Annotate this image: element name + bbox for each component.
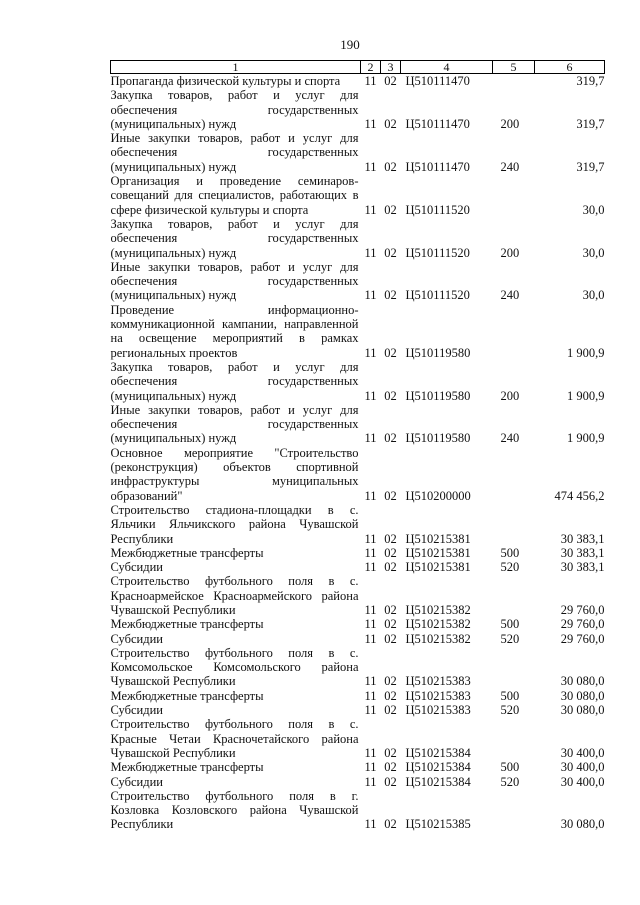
row-subsection: 02: [384, 602, 397, 617]
row-section: 11: [364, 688, 377, 703]
row-target-code: Ц510215384: [405, 760, 471, 775]
row-name: Субсидии: [110, 703, 163, 718]
row-amount: 30 080,0: [560, 674, 605, 689]
row-expense-type: 240: [500, 431, 520, 446]
row-subsection: 02: [384, 617, 397, 632]
row-expense-type: [493, 74, 535, 89]
row-name: Пропаганда физической культуры и спорта: [110, 74, 341, 88]
table-row: [111, 789, 605, 832]
row-section: 11: [364, 602, 377, 617]
row-name: Строительство футбольного поля в с. Красноармейское Красноармейского района Чувашской Республики: [110, 574, 359, 617]
table-row: [111, 617, 605, 631]
row-expense-type: [493, 717, 535, 760]
row-target-code: Ц510111470: [405, 159, 470, 174]
table-row: [111, 503, 605, 546]
row-expense-type: 200: [500, 388, 520, 403]
budget-table-container: [110, 60, 604, 832]
row-section: 11: [364, 674, 377, 689]
row-section: 11: [364, 431, 377, 446]
table-row: [111, 632, 605, 646]
table-row: [111, 717, 605, 760]
row-section: 11: [364, 488, 377, 503]
row-subsection: 02: [384, 202, 397, 217]
table-row: [111, 360, 605, 403]
table-row: [111, 403, 605, 446]
table-row: [111, 446, 605, 503]
table-row: [111, 88, 605, 131]
row-target-code: Ц510215384: [405, 745, 471, 760]
row-name: Иные закупки товаров, работ и услуг для обеспечения государственных (муниципальных) нужд: [110, 131, 359, 174]
row-expense-type: [493, 646, 535, 689]
row-subsection: 02: [384, 631, 397, 646]
row-section: 11: [364, 245, 377, 260]
row-name: Проведение информационно-коммуникационной кампании, направленной на освещение мероприятий в рамках региональных проектов: [110, 302, 359, 360]
row-target-code: Ц510215381: [405, 545, 471, 560]
row-subsection: 02: [384, 345, 397, 360]
row-section: 11: [364, 560, 377, 575]
row-target-code: Ц510215385: [405, 817, 471, 832]
row-target-code: Ц510215382: [405, 631, 471, 646]
row-section: 11: [364, 288, 377, 303]
header-col-6: 6: [535, 61, 605, 74]
row-subsection: 02: [384, 245, 397, 260]
row-expense-type: 500: [500, 688, 520, 703]
row-name: Субсидии: [110, 631, 163, 646]
table-row: [111, 560, 605, 574]
row-amount: 30,0: [582, 288, 605, 303]
row-section: 11: [364, 159, 377, 174]
row-expense-type: 500: [500, 760, 520, 775]
row-expense-type: [493, 789, 535, 832]
row-subsection: 02: [384, 531, 397, 546]
row-expense-type: [493, 574, 535, 617]
row-expense-type: 200: [500, 116, 520, 131]
row-subsection: 02: [384, 674, 397, 689]
row-target-code: Ц510111520: [405, 202, 470, 217]
row-section: 11: [364, 703, 377, 718]
row-amount: 319,7: [576, 159, 605, 174]
row-subsection: 02: [384, 745, 397, 760]
table-row: [111, 775, 605, 789]
row-target-code: Ц510215382: [405, 617, 471, 632]
row-subsection: 02: [384, 688, 397, 703]
row-expense-type: 520: [500, 560, 520, 575]
row-target-code: Ц510111470: [405, 116, 470, 131]
row-amount: 29 760,0: [560, 631, 605, 646]
row-amount: 30 400,0: [560, 760, 605, 775]
row-target-code: Ц510215382: [405, 602, 471, 617]
row-subsection: 02: [384, 431, 397, 446]
row-target-code: Ц510215383: [405, 674, 471, 689]
row-section: 11: [364, 631, 377, 646]
row-amount: 30 080,0: [560, 817, 605, 832]
row-target-code: Ц510119580: [405, 388, 471, 403]
row-target-code: Ц510111520: [405, 245, 470, 260]
row-name: Основное мероприятие "Строительство (реконструкция) объектов спортивной инфраструктуры муниципальных образований": [110, 445, 359, 503]
row-expense-type: 520: [500, 703, 520, 718]
row-name: Закупка товаров, работ и услуг для обеспечения государственных (муниципальных) нужд: [110, 88, 359, 131]
table-body: [111, 74, 605, 832]
row-expense-type: 500: [500, 545, 520, 560]
row-section: 11: [364, 817, 377, 832]
row-amount: 30 400,0: [560, 745, 605, 760]
header-col-3: 3: [381, 61, 401, 74]
row-name: Строительство футбольного поля в с. Комсомольское Комсомольского района Чувашской Республики: [110, 645, 359, 689]
row-section: 11: [364, 74, 377, 88]
row-section: 11: [364, 774, 377, 789]
row-amount: 30,0: [582, 245, 605, 260]
row-subsection: 02: [384, 388, 397, 403]
row-target-code: Ц510111470: [405, 74, 470, 88]
row-expense-type: 520: [500, 631, 520, 646]
row-name: Межбюджетные трансферты: [110, 688, 264, 703]
row-subsection: 02: [384, 545, 397, 560]
row-amount: 319,7: [576, 116, 605, 131]
row-section: 11: [364, 345, 377, 360]
row-subsection: 02: [384, 560, 397, 575]
row-name: Субсидии: [110, 774, 163, 789]
table-row: [111, 303, 605, 360]
row-name: Закупка товаров, работ и услуг для обеспечения государственных (муниципальных) нужд: [110, 216, 359, 260]
table-row: [111, 217, 605, 260]
row-expense-type: [493, 303, 535, 360]
page-number: 190: [340, 37, 360, 52]
row-subsection: 02: [384, 817, 397, 832]
row-amount: 30 383,1: [560, 531, 605, 546]
table-row: [111, 646, 605, 689]
table-row: [111, 260, 605, 303]
row-name: Организация и проведение семинаров-совещаний для специалистов, работающих в сфере физической культуры и спорта: [110, 174, 359, 217]
row-target-code: Ц510215383: [405, 688, 471, 703]
row-amount: 1 900,9: [567, 431, 605, 446]
row-subsection: 02: [384, 288, 397, 303]
row-name: Иные закупки товаров, работ и услуг для обеспечения государственных (муниципальных) нужд: [110, 259, 359, 303]
row-name: Субсидии: [110, 560, 163, 575]
row-subsection: 02: [384, 488, 397, 503]
row-amount: 30 080,0: [560, 688, 605, 703]
table-row: [111, 174, 605, 217]
row-subsection: 02: [384, 760, 397, 775]
row-name: Строительство футбольного поля в с. Красные Четаи Красночетайского района Чувашской Республики: [110, 717, 359, 760]
row-target-code: Ц510215381: [405, 560, 471, 575]
header-col-1: 1: [111, 61, 361, 74]
table-row: [111, 689, 605, 703]
table-row: [111, 703, 605, 717]
row-target-code: Ц510215381: [405, 531, 471, 546]
row-amount: 319,7: [576, 74, 605, 88]
row-amount: 30,0: [582, 202, 605, 217]
row-expense-type: 240: [500, 159, 520, 174]
row-target-code: Ц510200000: [405, 488, 471, 503]
row-target-code: Ц510215384: [405, 774, 471, 789]
row-name: Строительство футбольного поля в г. Козловка Козловского района Чувашской Республики: [110, 788, 359, 832]
row-amount: 30 400,0: [560, 774, 605, 789]
table-row: [111, 131, 605, 174]
row-section: 11: [364, 545, 377, 560]
row-expense-type: 500: [500, 617, 520, 632]
row-section: 11: [364, 760, 377, 775]
row-expense-type: [493, 503, 535, 546]
row-subsection: 02: [384, 703, 397, 718]
table-header: [111, 61, 605, 74]
row-section: 11: [364, 202, 377, 217]
row-subsection: 02: [384, 159, 397, 174]
table-row: [111, 574, 605, 617]
row-amount: 1 900,9: [567, 345, 605, 360]
row-name: Закупка товаров, работ и услуг для обеспечения государственных (муниципальных) нужд: [110, 359, 359, 403]
header-col-4: 4: [401, 61, 493, 74]
row-subsection: 02: [384, 116, 397, 131]
header-row: [111, 61, 605, 74]
row-section: 11: [364, 116, 377, 131]
row-section: 11: [364, 617, 377, 632]
row-target-code: Ц510215383: [405, 703, 471, 718]
row-amount: 474 456,2: [554, 488, 605, 503]
table-row: [111, 546, 605, 560]
row-name: Межбюджетные трансферты: [110, 617, 264, 632]
table-row: [111, 74, 605, 89]
row-expense-type: 240: [500, 288, 520, 303]
row-expense-type: [493, 446, 535, 503]
row-amount: 1 900,9: [567, 388, 605, 403]
header-col-2: 2: [361, 61, 381, 74]
row-section: 11: [364, 531, 377, 546]
row-section: 11: [364, 388, 377, 403]
row-amount: 29 760,0: [560, 617, 605, 632]
budget-table: [110, 60, 605, 832]
row-expense-type: 200: [500, 245, 520, 260]
row-expense-type: [493, 174, 535, 217]
row-name: Строительство стадиона-площадки в с. Яльчики Яльчикского района Чувашской Республики: [110, 502, 359, 546]
row-amount: 30 080,0: [560, 703, 605, 718]
table-row: [111, 760, 605, 774]
row-target-code: Ц510111520: [405, 288, 470, 303]
row-subsection: 02: [384, 774, 397, 789]
row-amount: 30 383,1: [560, 545, 605, 560]
header-col-5: 5: [493, 61, 535, 74]
row-subsection: 02: [384, 74, 397, 88]
row-name: Иные закупки товаров, работ и услуг для обеспечения государственных (муниципальных) нужд: [110, 402, 359, 446]
row-section: 11: [364, 745, 377, 760]
row-amount: 29 760,0: [560, 602, 605, 617]
row-name: Межбюджетные трансферты: [110, 545, 264, 560]
row-name: Межбюджетные трансферты: [110, 760, 264, 775]
row-target-code: Ц510119580: [405, 431, 471, 446]
row-amount: 30 383,1: [560, 560, 605, 575]
row-expense-type: 520: [500, 774, 520, 789]
row-target-code: Ц510119580: [405, 345, 471, 360]
